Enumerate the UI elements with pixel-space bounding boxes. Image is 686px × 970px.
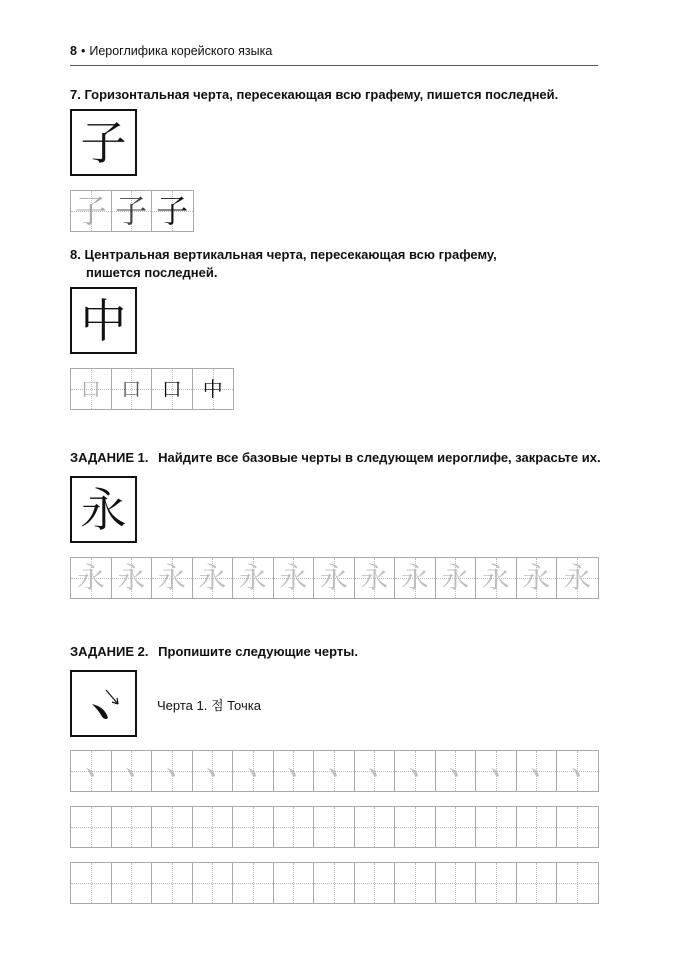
dot-stroke-trace-cell — [233, 751, 274, 791]
task-2-practice-strip — [70, 862, 599, 904]
empty-practice-cell — [71, 863, 112, 903]
trace-cell — [274, 558, 315, 598]
trace-character: 永 — [319, 561, 348, 594]
empty-practice-cell — [233, 863, 274, 903]
empty-practice-cell — [193, 807, 234, 847]
task-1-character-box — [70, 476, 137, 543]
empty-practice-cell — [71, 807, 112, 847]
dot-stroke-trace-cell — [395, 751, 436, 791]
dot-stroke-icon — [162, 761, 182, 781]
trace-cell — [314, 558, 355, 598]
trace-character: 永 — [481, 561, 510, 594]
trace-character: 永 — [198, 561, 227, 594]
trace-character: 永 — [563, 561, 592, 594]
dot-stroke-icon — [405, 761, 425, 781]
empty-practice-cell — [436, 807, 477, 847]
trace-cell — [557, 558, 598, 598]
empty-practice-cell — [395, 807, 436, 847]
dot-stroke-trace-cell — [152, 751, 193, 791]
empty-practice-cell — [314, 863, 355, 903]
empty-practice-cell — [355, 863, 396, 903]
trace-cell — [233, 558, 274, 598]
stroke-step — [71, 191, 112, 231]
stroke-step-char: 中 — [202, 377, 223, 401]
trace-character: 永 — [522, 561, 551, 594]
stroke-step — [71, 369, 112, 409]
running-header — [70, 44, 598, 66]
empty-practice-cell — [112, 863, 153, 903]
task-2-trace-strip — [70, 750, 599, 792]
dot-stroke-icon — [283, 761, 303, 781]
trace-cell — [436, 558, 477, 598]
dot-stroke-icon — [526, 761, 546, 781]
empty-practice-cell — [436, 863, 477, 903]
task-2-heading — [70, 643, 358, 661]
dot-stroke-icon — [567, 761, 587, 781]
stroke-step-char: 口 — [121, 377, 142, 401]
dot-stroke-icon — [74, 674, 134, 734]
empty-practice-cell — [476, 807, 517, 847]
dot-stroke-trace-cell — [112, 751, 153, 791]
dot-stroke-trace-cell — [436, 751, 477, 791]
task-1-label: ЗАДАНИЕ 1. — [70, 450, 149, 465]
dot-stroke-trace-cell — [355, 751, 396, 791]
stroke-step — [112, 369, 153, 409]
empty-practice-cell — [355, 807, 396, 847]
trace-cell — [193, 558, 234, 598]
dot-stroke-trace-cell — [314, 751, 355, 791]
stroke-step — [152, 191, 193, 231]
task-2-stroke-box — [70, 670, 137, 737]
task-1-heading — [70, 449, 601, 467]
stroke-step-char: 口 — [161, 377, 182, 401]
dot-stroke-trace-cell — [193, 751, 234, 791]
empty-practice-cell — [274, 807, 315, 847]
trace-character: 永 — [238, 561, 267, 594]
stroke-step-char: 子 — [115, 192, 148, 230]
rule-8-character-box — [70, 287, 137, 354]
dot-stroke-trace-cell — [557, 751, 598, 791]
rule-7-text: 7. Горизонтальная черта, пересекающая всю графему, пишется последней. — [70, 87, 559, 102]
trace-character: 永 — [400, 561, 429, 594]
empty-practice-cell — [476, 863, 517, 903]
stroke-step-char: 口 — [80, 377, 101, 401]
empty-practice-cell — [395, 863, 436, 903]
task-2-practice-strip — [70, 806, 599, 848]
trace-character: 永 — [441, 561, 470, 594]
stroke-step — [193, 369, 234, 409]
dot-stroke-icon — [81, 761, 101, 781]
stroke-caption: Черта 1. 점 Точка — [157, 698, 261, 713]
rule-7-stroke-order-strip — [70, 190, 194, 232]
stroke-step — [112, 191, 153, 231]
trace-character: 永 — [360, 561, 389, 594]
stroke-step-char: 子 — [156, 192, 189, 230]
empty-practice-cell — [517, 807, 558, 847]
empty-practice-cell — [233, 807, 274, 847]
dot-stroke-trace-cell — [476, 751, 517, 791]
rule-8-character: 中 — [80, 293, 127, 348]
header-separator: • — [80, 44, 86, 58]
empty-practice-cell — [314, 807, 355, 847]
task-2-text: Пропишите следующие черты. — [158, 644, 358, 659]
dot-stroke-icon — [445, 761, 465, 781]
rule-7-character-box — [70, 109, 137, 176]
task-1-text: Найдите все базовые черты в следующем иероглифе, закрасьте их. — [158, 450, 601, 465]
stroke-step-char: 子 — [74, 192, 107, 230]
dot-stroke-icon — [121, 761, 141, 781]
page-number: 8 — [70, 44, 77, 58]
rule-8-text-line2: пишется последней. — [86, 265, 218, 280]
rule-7-character: 子 — [80, 115, 127, 170]
trace-cell — [517, 558, 558, 598]
trace-character: 永 — [76, 561, 105, 594]
dot-stroke-trace-cell — [517, 751, 558, 791]
trace-cell — [152, 558, 193, 598]
empty-practice-cell — [517, 863, 558, 903]
dot-stroke-icon — [243, 761, 263, 781]
empty-practice-cell — [112, 807, 153, 847]
dot-stroke-icon — [202, 761, 222, 781]
trace-cell — [112, 558, 153, 598]
dot-stroke-trace-cell — [274, 751, 315, 791]
dot-stroke-icon — [364, 761, 384, 781]
empty-practice-cell — [193, 863, 234, 903]
empty-practice-cell — [152, 863, 193, 903]
dot-stroke-icon — [324, 761, 344, 781]
empty-practice-cell — [274, 863, 315, 903]
rule-8-text-line1: 8. Центральная вертикальная черта, пересекающая всю графему, — [70, 247, 497, 262]
empty-practice-cell — [557, 863, 598, 903]
dot-stroke-icon — [486, 761, 506, 781]
empty-practice-cell — [152, 807, 193, 847]
trace-cell — [355, 558, 396, 598]
task-1-trace-strip — [70, 557, 599, 599]
task-2-label: ЗАДАНИЕ 2. — [70, 644, 149, 659]
book-title: Иероглифика корейского языка — [89, 44, 273, 58]
trace-cell — [476, 558, 517, 598]
dot-stroke-trace-cell — [71, 751, 112, 791]
trace-character: 永 — [117, 561, 146, 594]
stroke-step — [152, 369, 193, 409]
rule-8-stroke-order-strip — [70, 368, 234, 410]
trace-cell — [71, 558, 112, 598]
task-1-character: 永 — [80, 482, 127, 537]
trace-cell — [395, 558, 436, 598]
trace-character: 永 — [157, 561, 186, 594]
trace-character: 永 — [279, 561, 308, 594]
empty-practice-cell — [557, 807, 598, 847]
